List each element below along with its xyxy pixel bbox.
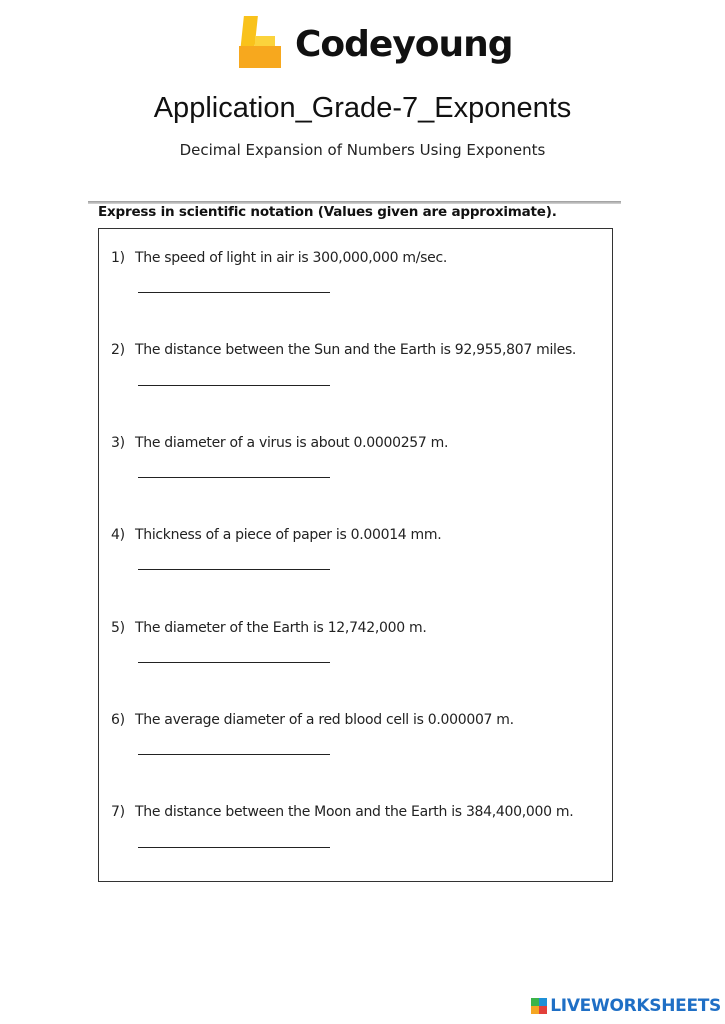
liveworksheets-logo[interactable] <box>531 996 721 1016</box>
answer-field-7[interactable] <box>138 847 330 848</box>
instruction-text: Express in scientific notation (Values given are approximate). <box>98 204 557 220</box>
question-5 <box>111 620 427 636</box>
question-7 <box>111 804 573 820</box>
answer-field-6[interactable] <box>138 754 330 755</box>
answer-field-4[interactable] <box>138 569 330 570</box>
question-number: 2) <box>111 342 125 358</box>
question-text: Thickness of a piece of paper is 0.00014 mm. <box>135 527 442 543</box>
question-4 <box>111 527 441 543</box>
question-text: The distance between the Sun and the Earth is 92,955,807 miles. <box>135 342 577 358</box>
question-number: 5) <box>111 620 125 636</box>
question-text: The distance between the Moon and the Earth is 384,400,000 m. <box>135 804 574 820</box>
question-text: The speed of light in air is 300,000,000 m/sec. <box>135 250 448 266</box>
questions-box <box>98 228 613 882</box>
brand-name: Codeyoung <box>295 23 513 65</box>
question-text: The diameter of a virus is about 0.0000257 m. <box>135 435 449 451</box>
question-1 <box>111 250 447 266</box>
worksheet-title: Application_Grade-7_Exponents <box>153 92 572 124</box>
question-text: The average diameter of a red blood cell is 0.000007 m. <box>135 712 514 728</box>
question-3 <box>111 435 448 451</box>
question-number: 4) <box>111 527 125 543</box>
answer-field-1[interactable] <box>138 292 330 293</box>
codeyoung-logo <box>239 16 513 72</box>
question-text: The diameter of the Earth is 12,742,000 m. <box>135 620 427 636</box>
answer-field-5[interactable] <box>138 662 330 663</box>
question-number: 3) <box>111 435 125 451</box>
question-number: 1) <box>111 250 125 266</box>
worksheet-subtitle: Decimal Expansion of Numbers Using Exponents <box>179 141 546 159</box>
answer-field-2[interactable] <box>138 385 330 386</box>
question-number: 7) <box>111 804 125 820</box>
question-number: 6) <box>111 712 125 728</box>
answer-field-3[interactable] <box>138 477 330 478</box>
liveworksheets-text: LIVEWORKSHEETS <box>550 996 721 1016</box>
question-6 <box>111 712 514 728</box>
question-2 <box>111 342 576 358</box>
liveworksheets-icon <box>531 998 547 1014</box>
codeyoung-logo-icon <box>239 16 285 72</box>
